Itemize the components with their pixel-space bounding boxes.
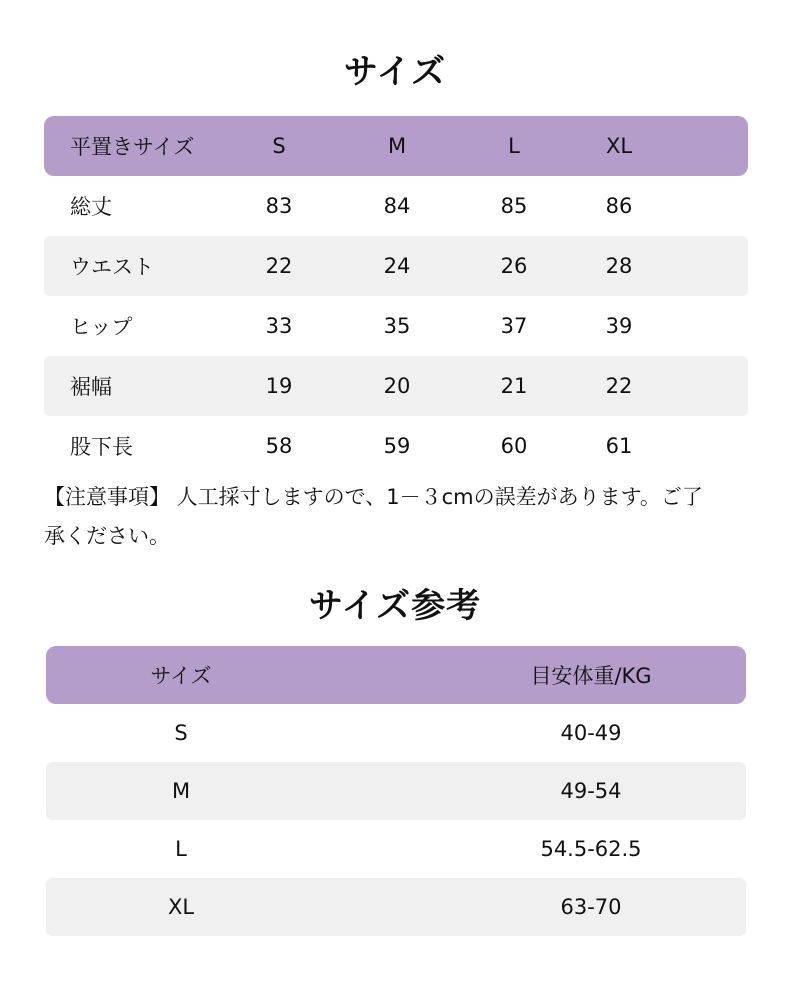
table-cell: 37 xyxy=(500,314,528,338)
table-cell: 60 xyxy=(500,434,528,458)
table-cell: 58 xyxy=(265,434,293,458)
table-row xyxy=(44,356,748,416)
table-row xyxy=(44,176,748,236)
row-label: 股下長 xyxy=(70,435,133,459)
table-cell: 84 xyxy=(383,194,411,218)
row-label: 総丈 xyxy=(70,195,112,219)
size-cell: M xyxy=(171,779,191,803)
table-cell: 35 xyxy=(383,314,411,338)
table-row xyxy=(46,704,746,762)
table-row xyxy=(44,236,748,296)
table-cell: 85 xyxy=(500,194,528,218)
header-cell-size: サイズ xyxy=(150,664,212,688)
row-label: ヒップ xyxy=(70,315,133,339)
table-cell: 26 xyxy=(500,254,528,278)
table-row xyxy=(44,416,748,476)
size-cell: L xyxy=(175,837,187,861)
table-cell: 24 xyxy=(383,254,411,278)
table-cell: 61 xyxy=(605,434,633,458)
table-cell: 21 xyxy=(500,374,528,398)
table-cell: 28 xyxy=(605,254,633,278)
table-cell: 22 xyxy=(605,374,633,398)
table-row xyxy=(44,296,748,356)
table-cell: 59 xyxy=(383,434,411,458)
header-cell-s: S xyxy=(272,134,286,158)
row-label: ウエスト xyxy=(70,255,154,279)
size-reference-table xyxy=(46,646,746,936)
reference-table-header xyxy=(46,646,746,704)
note-line-2: 承ください。 xyxy=(44,524,170,548)
table-cell: 19 xyxy=(265,374,293,398)
table-cell: 86 xyxy=(605,194,633,218)
table-row xyxy=(46,762,746,820)
size-table-header xyxy=(44,116,748,176)
table-row xyxy=(46,878,746,936)
size-cell: S xyxy=(174,721,188,745)
row-label: 裾幅 xyxy=(70,375,112,399)
table-cell: 83 xyxy=(265,194,293,218)
weight-cell: 40-49 xyxy=(560,721,622,745)
table-cell: 33 xyxy=(265,314,293,338)
weight-cell: 63-70 xyxy=(560,895,622,919)
header-cell-xl: XL xyxy=(605,134,633,158)
size-reference-title: サイズ参考 xyxy=(308,586,482,626)
table-cell: 39 xyxy=(605,314,633,338)
size-table xyxy=(44,116,748,476)
table-row xyxy=(46,820,746,878)
weight-cell: 54.5-62.5 xyxy=(540,837,642,861)
measurement-note xyxy=(44,478,749,556)
note-line-1: 【注意事項】 人工採寸しますので、1－３cmの誤差があります。ご了 xyxy=(44,485,703,509)
header-cell-m: M xyxy=(387,134,407,158)
header-cell-measure: 平置きサイズ xyxy=(70,135,195,159)
weight-cell: 49-54 xyxy=(560,779,622,803)
table-cell: 20 xyxy=(383,374,411,398)
header-cell-weight: 目安体重/KG xyxy=(530,664,652,688)
table-cell: 22 xyxy=(265,254,293,278)
size-title: サイズ xyxy=(343,52,447,92)
header-cell-l: L xyxy=(508,134,520,158)
size-cell: XL xyxy=(167,895,195,919)
